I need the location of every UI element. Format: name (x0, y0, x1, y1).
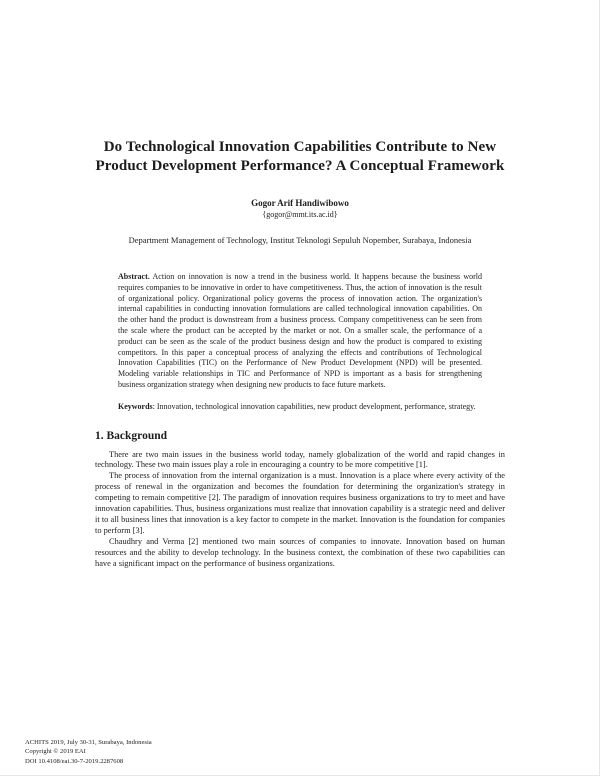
author-name: Gogor Arif Handiwibowo (251, 198, 349, 208)
footer-doi: DOI 10.4108/eai.30-7-2019.2287608 (25, 757, 124, 765)
author-email: {gogor@mmt.its.ac.id} (262, 210, 338, 219)
footer-copyright: Copyright © 2019 EAI (25, 748, 86, 756)
abstract (118, 272, 482, 391)
section-heading-background: 1. Background (95, 429, 168, 442)
page-footer (25, 738, 152, 766)
paragraph: There are two main issues in the business world today, namely globalization of the world and rapid changes in technology. These two main issues play a role in encouraging a country to be more competitive [1]. (95, 449, 505, 470)
keywords (118, 402, 482, 413)
paper-title: Do Technological Innovation Capabilities Contribute to New Product Development Performance? A Conceptual Framework (95, 139, 505, 174)
abstract-label: Abstract. (118, 272, 150, 281)
keywords-label: Keywords (118, 401, 153, 411)
affiliation: Department Management of Technology, Institut Teknologi Sepuluh Nopember, Surabaya, Indonesia (128, 235, 472, 245)
footer-conference: ACHITS 2019, July 30-31, Surabaya, Indonesia (25, 739, 152, 746)
paragraph: Chaudhry and Verma [2] mentioned two main sources of companies to innovate. Innovation based on human resources and the ability to develop technology. In the business context, the combination of these two capabilities can have a significant impact on the performance of business organizations. (95, 536, 505, 568)
keywords-text: : Innovation, technological innovation capabilities, new product development, performance, strategy. (152, 401, 476, 411)
abstract-text: Action on innovation is now a trend in the business world. It happens because the business world requires companies to be innovative in order to have competitiveness. Thus, the action of innovation is the result of organizational policy. Organizational policy governs the process of innovation action. The organization's internal capabilities in conducting innovation formulations are called technological innovation capabilities. On the other hand the product is downstream from a business process. Company competitiveness can be seen from the scale where the product can be accepted by the market or not. On a smaller scale, the performance of a product can be seen as the scale of the product business design and how the product is compared to existing competitors. In this paper a conceptual process of analyzing the effects and contributions of Technological Innovation Capabilities (TIC) on the Performance of New Product Development (NPD) will be presented. Modeling variable relationships in TIC and Performance of NPD is important as a basis for strengthening business organization strategy when designing new products to face future markets. (118, 272, 482, 389)
paragraph: The process of innovation from the internal organization is a must. Innovation is a place where every activity of the process of renewal in the organization and becomes the foundation for determining the organization's strategy in competing to remain competitive [2]. The paradigm of innovation requires business organizations to try to meet and have innovation capabilities. Thus, business organizations must realize that innovation capability is a strategic need and deliver it to all business lines that innovation is a key factor to compete in the market. Innovation is the foundation for companies to perform [3]. (95, 471, 505, 535)
